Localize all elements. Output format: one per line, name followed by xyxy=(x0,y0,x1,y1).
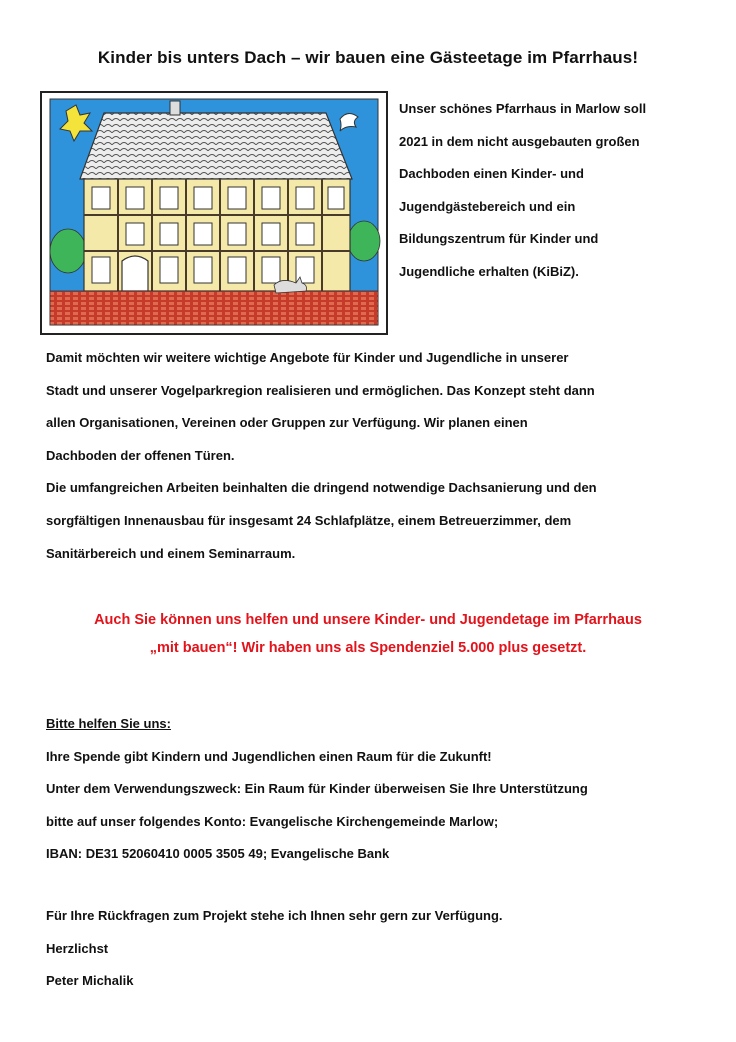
iban-line: IBAN: DE31 52060410 0005 3505 49; Evangelische Bank xyxy=(46,846,390,862)
body-line: allen Organisationen, Vereinen oder Gruppen zur Verfügung. Wir planen einen xyxy=(46,415,528,431)
body-paragraph xyxy=(46,342,706,570)
donation-heading: Bitte helfen Sie uns: xyxy=(46,716,171,731)
body-line: Sanitärbereich und einem Seminarraum. xyxy=(46,545,296,561)
intro-line: 2021 in dem nicht ausgebauten großen xyxy=(399,133,640,149)
donation-line: bitte auf unser folgendes Konto: Evangelische Kirchengemeinde Marlow; xyxy=(46,813,499,829)
intro-line: Dachboden einen Kinder- und xyxy=(399,166,584,181)
appeal-line: „mit bauen“! Wir haben uns als Spendenziel 5.000 plus gesetzt. xyxy=(149,640,587,656)
body-line: Damit möchten wir weitere wichtige Angebote für Kinder und Jugendliche in unserer xyxy=(46,350,569,365)
page-title: Kinder bis unters Dach – wir bauen eine Gästeetage im Pfarrhaus! xyxy=(97,48,639,67)
body-line: Dachboden der offenen Türen. xyxy=(46,447,235,463)
donation-line: Unter dem Verwendungszweck: Ein Raum für Kinder überweisen Sie Ihre Unterstützung xyxy=(46,781,588,797)
intro-paragraph xyxy=(399,93,699,288)
donation-line: Ihre Spende gibt Kindern und Jugendlichen einen Raum für die Zukunft! xyxy=(46,748,492,764)
body-line: sorgfältigen Innenausbau für insgesamt 24 Schlafplätze, einem Betreuerzimmer, dem xyxy=(46,512,572,528)
intro-line: Bildungszentrum für Kinder und xyxy=(399,231,599,246)
closing-greeting: Herzlichst xyxy=(46,940,109,956)
intro-line: Unser schönes Pfarrhaus in Marlow soll xyxy=(399,101,647,116)
appeal-line: Auch Sie können uns helfen und unsere Kinder- und Jugendetage im Pfarrhaus xyxy=(94,612,642,628)
intro-line: Jugendgästebereich und ein xyxy=(399,198,576,214)
closing-line: Für Ihre Rückfragen zum Projekt stehe ich Ihnen sehr gern zur Verfügung. xyxy=(46,908,503,923)
body-line: Stadt und unserer Vogelparkregion realisieren und ermöglichen. Das Konzept steht dann xyxy=(46,382,595,398)
donation-appeal xyxy=(0,606,736,662)
body-line: Die umfangreichen Arbeiten beinhalten die dringend notwendige Dachsanierung und den xyxy=(46,480,597,496)
intro-line: Jugendliche erhalten (KiBiZ). xyxy=(399,263,579,279)
closing-section xyxy=(46,900,706,998)
pfarrhaus-drawing-icon xyxy=(40,91,388,335)
signature-name: Peter Michalik xyxy=(46,973,134,989)
donation-section xyxy=(46,708,706,871)
